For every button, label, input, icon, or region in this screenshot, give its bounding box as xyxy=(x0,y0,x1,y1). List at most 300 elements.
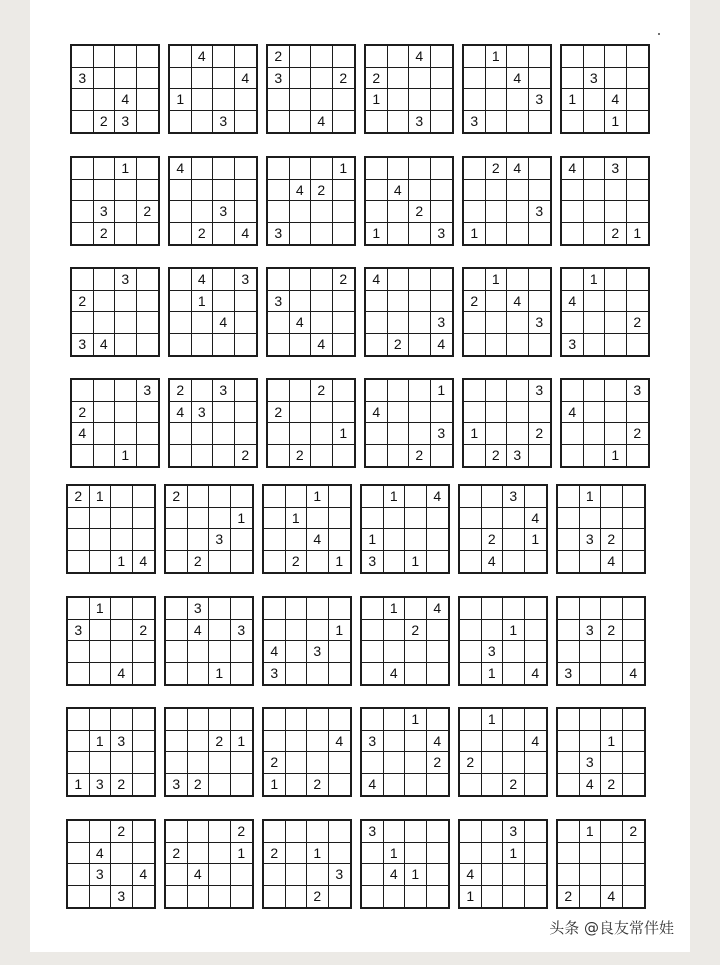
grid-cell: 3 xyxy=(507,445,529,467)
grid-cell xyxy=(464,445,486,467)
grid-cell xyxy=(264,551,286,573)
grid-cell xyxy=(268,269,290,291)
grid-cell: 3 xyxy=(235,269,257,291)
grid-cell xyxy=(235,312,257,334)
grid-cell xyxy=(384,641,406,663)
grid-cell: 2 xyxy=(460,752,482,774)
grid-cell xyxy=(115,201,137,223)
grid-cell xyxy=(366,380,388,402)
grid-cell: 4 xyxy=(562,291,584,313)
grid-cell xyxy=(362,486,384,508)
grid-cell xyxy=(170,180,192,202)
grid-cell: 1 xyxy=(90,486,112,508)
grid-cell xyxy=(329,752,351,774)
grid-cell xyxy=(115,402,137,424)
grid-cell xyxy=(329,821,351,843)
grid-cell xyxy=(584,334,606,356)
grid-cell: 1 xyxy=(503,620,525,642)
grid-cell xyxy=(188,508,210,530)
grid-cell xyxy=(307,620,329,642)
sudoku-grid xyxy=(556,596,646,686)
grid-cell xyxy=(192,201,214,223)
grid-cell: 2 xyxy=(264,752,286,774)
grid-cell xyxy=(311,158,333,180)
grid-cell: 4 xyxy=(562,402,584,424)
grid-cell xyxy=(605,312,627,334)
grid-cell xyxy=(384,821,406,843)
grid-cell xyxy=(209,774,231,796)
grid-cell xyxy=(482,598,504,620)
grid-cell xyxy=(580,641,602,663)
grid-cell: 4 xyxy=(290,312,312,334)
grid-cell xyxy=(431,46,453,68)
grid-cell xyxy=(137,68,159,90)
grid-cell: 2 xyxy=(409,445,431,467)
grid-cell xyxy=(137,46,159,68)
grid-cell xyxy=(264,529,286,551)
grid-cell xyxy=(388,445,410,467)
grid-cell xyxy=(231,486,253,508)
grid-cell xyxy=(213,334,235,356)
grid-cell: 1 xyxy=(115,158,137,180)
grid-cell xyxy=(333,380,355,402)
grid-cell xyxy=(188,843,210,865)
grid-cell xyxy=(68,864,90,886)
grid-cell: 1 xyxy=(562,89,584,111)
grid-cell xyxy=(166,663,188,685)
grid-cell xyxy=(333,89,355,111)
grid-cell xyxy=(486,201,508,223)
grid-cell xyxy=(431,89,453,111)
grid-cell: 4 xyxy=(629,665,638,682)
grid-cell xyxy=(409,312,431,334)
grid-cell xyxy=(235,201,257,223)
grid-cell xyxy=(460,774,482,796)
grid-cell: 1 xyxy=(482,663,504,685)
grid-cell xyxy=(333,334,355,356)
grid-cell xyxy=(115,46,137,68)
grid-cell xyxy=(192,68,214,90)
grid-cell xyxy=(525,486,547,508)
grid-cell xyxy=(111,752,133,774)
grid-cell: 4 xyxy=(188,620,210,642)
grid-cell xyxy=(235,334,257,356)
grid-cell xyxy=(562,180,584,202)
grid-cell xyxy=(605,68,627,90)
grid-cell xyxy=(580,843,602,865)
grid-cell xyxy=(627,291,649,313)
grid-cell: 2 xyxy=(601,620,623,642)
grid-cell xyxy=(115,423,137,445)
grid-cell xyxy=(209,620,231,642)
grid-cell: 3 xyxy=(192,402,214,424)
grid-cell xyxy=(115,223,137,245)
grid-cell: 1 xyxy=(333,423,355,445)
grid-cell xyxy=(507,334,529,356)
grid-cell: 1 xyxy=(192,291,214,313)
grid-cell xyxy=(503,752,525,774)
grid-cell xyxy=(460,508,482,530)
grid-cell xyxy=(209,886,231,908)
grid-cell xyxy=(482,864,504,886)
sudoku-grid xyxy=(462,267,552,357)
grid-cell xyxy=(111,529,133,551)
grid-cell: 2 xyxy=(605,223,627,245)
sudoku-grid xyxy=(66,707,156,797)
grid-cell xyxy=(188,486,210,508)
grid-cell xyxy=(307,709,329,731)
grid-cell: 2 xyxy=(170,380,192,402)
grid-cell xyxy=(460,551,482,573)
grid-cell xyxy=(405,731,427,753)
grid-cell: 1 xyxy=(460,886,482,908)
grid-cell xyxy=(482,508,504,530)
grid-cell xyxy=(405,598,427,620)
grid-cell xyxy=(72,269,94,291)
grid-cell xyxy=(213,402,235,424)
grid-cell xyxy=(384,551,406,573)
grid-cell xyxy=(170,312,192,334)
grid-cell xyxy=(388,380,410,402)
grid-cell: 1 xyxy=(464,423,486,445)
grid-cell xyxy=(90,886,112,908)
grid-cell: 2 xyxy=(627,312,649,334)
grid-cell: 1 xyxy=(209,663,231,685)
grid-cell xyxy=(482,486,504,508)
grid-cell xyxy=(111,709,133,731)
grid-cell xyxy=(388,423,410,445)
grid-cell xyxy=(111,620,133,642)
grid-cell xyxy=(209,598,231,620)
grid-cell xyxy=(137,111,159,133)
grid-cell xyxy=(68,551,90,573)
grid-cell: 2 xyxy=(137,201,159,223)
grid-cell xyxy=(307,598,329,620)
grid-cell: 2 xyxy=(264,843,286,865)
grid-cell xyxy=(486,334,508,356)
sudoku-grid xyxy=(364,44,454,134)
sudoku-grid xyxy=(164,484,254,574)
grid-cell xyxy=(384,508,406,530)
grid-cell: 3 xyxy=(72,68,94,90)
grid-cell xyxy=(507,46,529,68)
sudoku-grid xyxy=(262,707,352,797)
grid-cell xyxy=(482,731,504,753)
grid-cell xyxy=(503,598,525,620)
grid-cell: 1 xyxy=(584,269,606,291)
grid-cell: 4 xyxy=(192,269,214,291)
grid-cell xyxy=(133,486,155,508)
grid-cell xyxy=(264,864,286,886)
sudoku-grid xyxy=(266,156,356,246)
grid-cell: 2 xyxy=(601,529,623,551)
grid-cell xyxy=(290,111,312,133)
grid-cell xyxy=(427,864,449,886)
grid-cell xyxy=(235,89,257,111)
grid-cell xyxy=(529,68,551,90)
grid-cell xyxy=(388,68,410,90)
grid-cell xyxy=(264,598,286,620)
grid-cell xyxy=(409,423,431,445)
grid-cell: 2 xyxy=(388,334,410,356)
grid-cell xyxy=(311,201,333,223)
grid-cell xyxy=(503,886,525,908)
grid-cell xyxy=(427,774,449,796)
grid-cell xyxy=(68,821,90,843)
grid-cell xyxy=(525,598,547,620)
grid-cell xyxy=(366,111,388,133)
sudoku-grid xyxy=(462,378,552,468)
grid-cell xyxy=(507,180,529,202)
grid-cell: 3 xyxy=(529,89,551,111)
grid-cell xyxy=(94,291,116,313)
grid-cell: 1 xyxy=(503,843,525,865)
grid-cell xyxy=(464,402,486,424)
grid-cell: 2 xyxy=(68,486,90,508)
grid-cell xyxy=(137,423,159,445)
grid-cell xyxy=(503,551,525,573)
grid-cell xyxy=(90,821,112,843)
grid-cell xyxy=(388,46,410,68)
grid-cell xyxy=(431,158,453,180)
grid-cell xyxy=(68,529,90,551)
grid-cell xyxy=(213,291,235,313)
grid-cell xyxy=(584,312,606,334)
grid-cell xyxy=(329,598,351,620)
grid-cell xyxy=(627,68,649,90)
sudoku-grid xyxy=(66,596,156,686)
grid-cell xyxy=(623,731,645,753)
grid-cell xyxy=(507,312,529,334)
grid-cell xyxy=(486,223,508,245)
grid-cell: 3 xyxy=(529,201,551,223)
grid-cell xyxy=(362,508,384,530)
grid-cell xyxy=(558,641,580,663)
grid-cell xyxy=(133,709,155,731)
grid-cell: 4 xyxy=(111,663,133,685)
grid-cell xyxy=(366,291,388,313)
grid-cell xyxy=(94,269,116,291)
grid-cell: 4 xyxy=(192,46,214,68)
grid-cell: 2 xyxy=(166,843,188,865)
grid-cell xyxy=(137,334,159,356)
grid-cell xyxy=(623,529,645,551)
grid-cell: 4 xyxy=(384,663,406,685)
sudoku-grid xyxy=(164,707,254,797)
sudoku-grid xyxy=(364,267,454,357)
grid-cell xyxy=(427,663,449,685)
grid-cell xyxy=(235,111,257,133)
grid-cell: 3 xyxy=(503,821,525,843)
grid-cell: 3 xyxy=(111,731,133,753)
grid-cell: 4 xyxy=(213,312,235,334)
grid-cell xyxy=(235,46,257,68)
grid-cell xyxy=(290,380,312,402)
grid-cell xyxy=(268,89,290,111)
grid-cell xyxy=(286,620,308,642)
grid-cell xyxy=(290,201,312,223)
grid-cell: 3 xyxy=(580,752,602,774)
grid-cell xyxy=(388,312,410,334)
grid-cell xyxy=(72,445,94,467)
grid-cell xyxy=(133,641,155,663)
sudoku-grid xyxy=(66,819,156,909)
grid-cell xyxy=(409,380,431,402)
sudoku-grid xyxy=(462,156,552,246)
grid-cell xyxy=(623,620,645,642)
grid-cell xyxy=(264,508,286,530)
grid-cell xyxy=(605,423,627,445)
grid-cell xyxy=(605,269,627,291)
grid-cell xyxy=(286,752,308,774)
grid-cell: 2 xyxy=(405,620,427,642)
grid-cell xyxy=(388,402,410,424)
grid-cell xyxy=(562,46,584,68)
grid-cell xyxy=(464,68,486,90)
grid-cell: 2 xyxy=(311,180,333,202)
grid-cell: 4 xyxy=(427,731,449,753)
grid-cell xyxy=(188,641,210,663)
grid-cell: 4 xyxy=(307,529,329,551)
grid-cell xyxy=(562,380,584,402)
grid-cell: 3 xyxy=(362,551,384,573)
grid-cell xyxy=(427,886,449,908)
grid-cell xyxy=(580,663,602,685)
grid-cell: 4 xyxy=(115,89,137,111)
sudoku-grid xyxy=(164,819,254,909)
grid-cell: 1 xyxy=(90,598,112,620)
grid-cell xyxy=(482,620,504,642)
grid-cell xyxy=(311,402,333,424)
grid-cell: 1 xyxy=(90,731,112,753)
grid-cell: 4 xyxy=(427,486,449,508)
grid-cell xyxy=(307,508,329,530)
grid-cell xyxy=(231,598,253,620)
grid-cell xyxy=(562,223,584,245)
grid-cell: 4 xyxy=(311,334,333,356)
grid-cell: 3 xyxy=(94,201,116,223)
grid-cell: 3 xyxy=(431,423,453,445)
grid-cell xyxy=(366,158,388,180)
grid-cell: 1 xyxy=(482,709,504,731)
grid-cell: 2 xyxy=(72,291,94,313)
grid-cell xyxy=(68,731,90,753)
grid-cell xyxy=(329,663,351,685)
grid-cell xyxy=(627,180,649,202)
grid-cell xyxy=(231,551,253,573)
grid-cell xyxy=(133,529,155,551)
grid-cell xyxy=(460,663,482,685)
grid-cell xyxy=(235,180,257,202)
grid-cell xyxy=(605,334,627,356)
grid-cell xyxy=(366,201,388,223)
grid-cell xyxy=(290,334,312,356)
grid-cell xyxy=(68,598,90,620)
grid-cell xyxy=(431,201,453,223)
grid-cell: 2 xyxy=(307,886,329,908)
grid-cell: 1 xyxy=(405,709,427,731)
grid-cell xyxy=(94,180,116,202)
grid-cell: 2 xyxy=(209,731,231,753)
grid-cell: 1 xyxy=(366,223,388,245)
grid-cell xyxy=(94,402,116,424)
grid-cell xyxy=(115,291,137,313)
grid-cell xyxy=(286,641,308,663)
grid-cell xyxy=(72,380,94,402)
sudoku-grid xyxy=(458,596,548,686)
sudoku-grid xyxy=(266,267,356,357)
grid-cell: 1 xyxy=(605,111,627,133)
grid-cell xyxy=(558,508,580,530)
grid-cell xyxy=(264,620,286,642)
grid-cell: 2 xyxy=(72,402,94,424)
grid-cell xyxy=(405,641,427,663)
grid-cell xyxy=(231,709,253,731)
grid-cell xyxy=(137,312,159,334)
grid-cell: 3 xyxy=(409,111,431,133)
grid-cell xyxy=(290,402,312,424)
grid-cell xyxy=(584,380,606,402)
sudoku-grid xyxy=(560,378,650,468)
grid-cell xyxy=(133,821,155,843)
grid-cell xyxy=(507,269,529,291)
grid-cell xyxy=(209,864,231,886)
grid-cell xyxy=(264,731,286,753)
grid-cell: 3 xyxy=(580,529,602,551)
sudoku-grid xyxy=(560,156,650,246)
grid-cell xyxy=(525,886,547,908)
grid-cell xyxy=(115,180,137,202)
grid-cell xyxy=(290,158,312,180)
grid-cell: 3 xyxy=(188,598,210,620)
grid-cell: 3 xyxy=(213,380,235,402)
grid-cell: 4 xyxy=(90,843,112,865)
sudoku-grid xyxy=(560,267,650,357)
grid-cell xyxy=(558,620,580,642)
grid-cell xyxy=(486,111,508,133)
grid-cell xyxy=(311,269,333,291)
grid-cell xyxy=(562,68,584,90)
grid-cell: 3 xyxy=(605,158,627,180)
grid-cell xyxy=(170,223,192,245)
grid-cell xyxy=(286,663,308,685)
grid-cell xyxy=(166,529,188,551)
grid-cell xyxy=(584,423,606,445)
grid-cell xyxy=(409,269,431,291)
grid-cell xyxy=(409,158,431,180)
grid-cell xyxy=(623,864,645,886)
grid-cell xyxy=(525,641,547,663)
grid-cell xyxy=(231,641,253,663)
grid-cell xyxy=(584,402,606,424)
grid-cell xyxy=(133,663,155,685)
grid-cell xyxy=(627,402,649,424)
grid-cell xyxy=(627,89,649,111)
grid-cell xyxy=(525,843,547,865)
grid-cell xyxy=(333,46,355,68)
grid-cell xyxy=(307,551,329,573)
grid-cell xyxy=(311,423,333,445)
grid-cell xyxy=(409,223,431,245)
sudoku-grid xyxy=(458,484,548,574)
grid-cell xyxy=(307,864,329,886)
worksheet xyxy=(30,0,690,952)
grid-cell xyxy=(405,843,427,865)
grid-cell xyxy=(503,663,525,685)
grid-cell xyxy=(601,641,623,663)
grid-cell xyxy=(464,158,486,180)
grid-cell xyxy=(286,821,308,843)
